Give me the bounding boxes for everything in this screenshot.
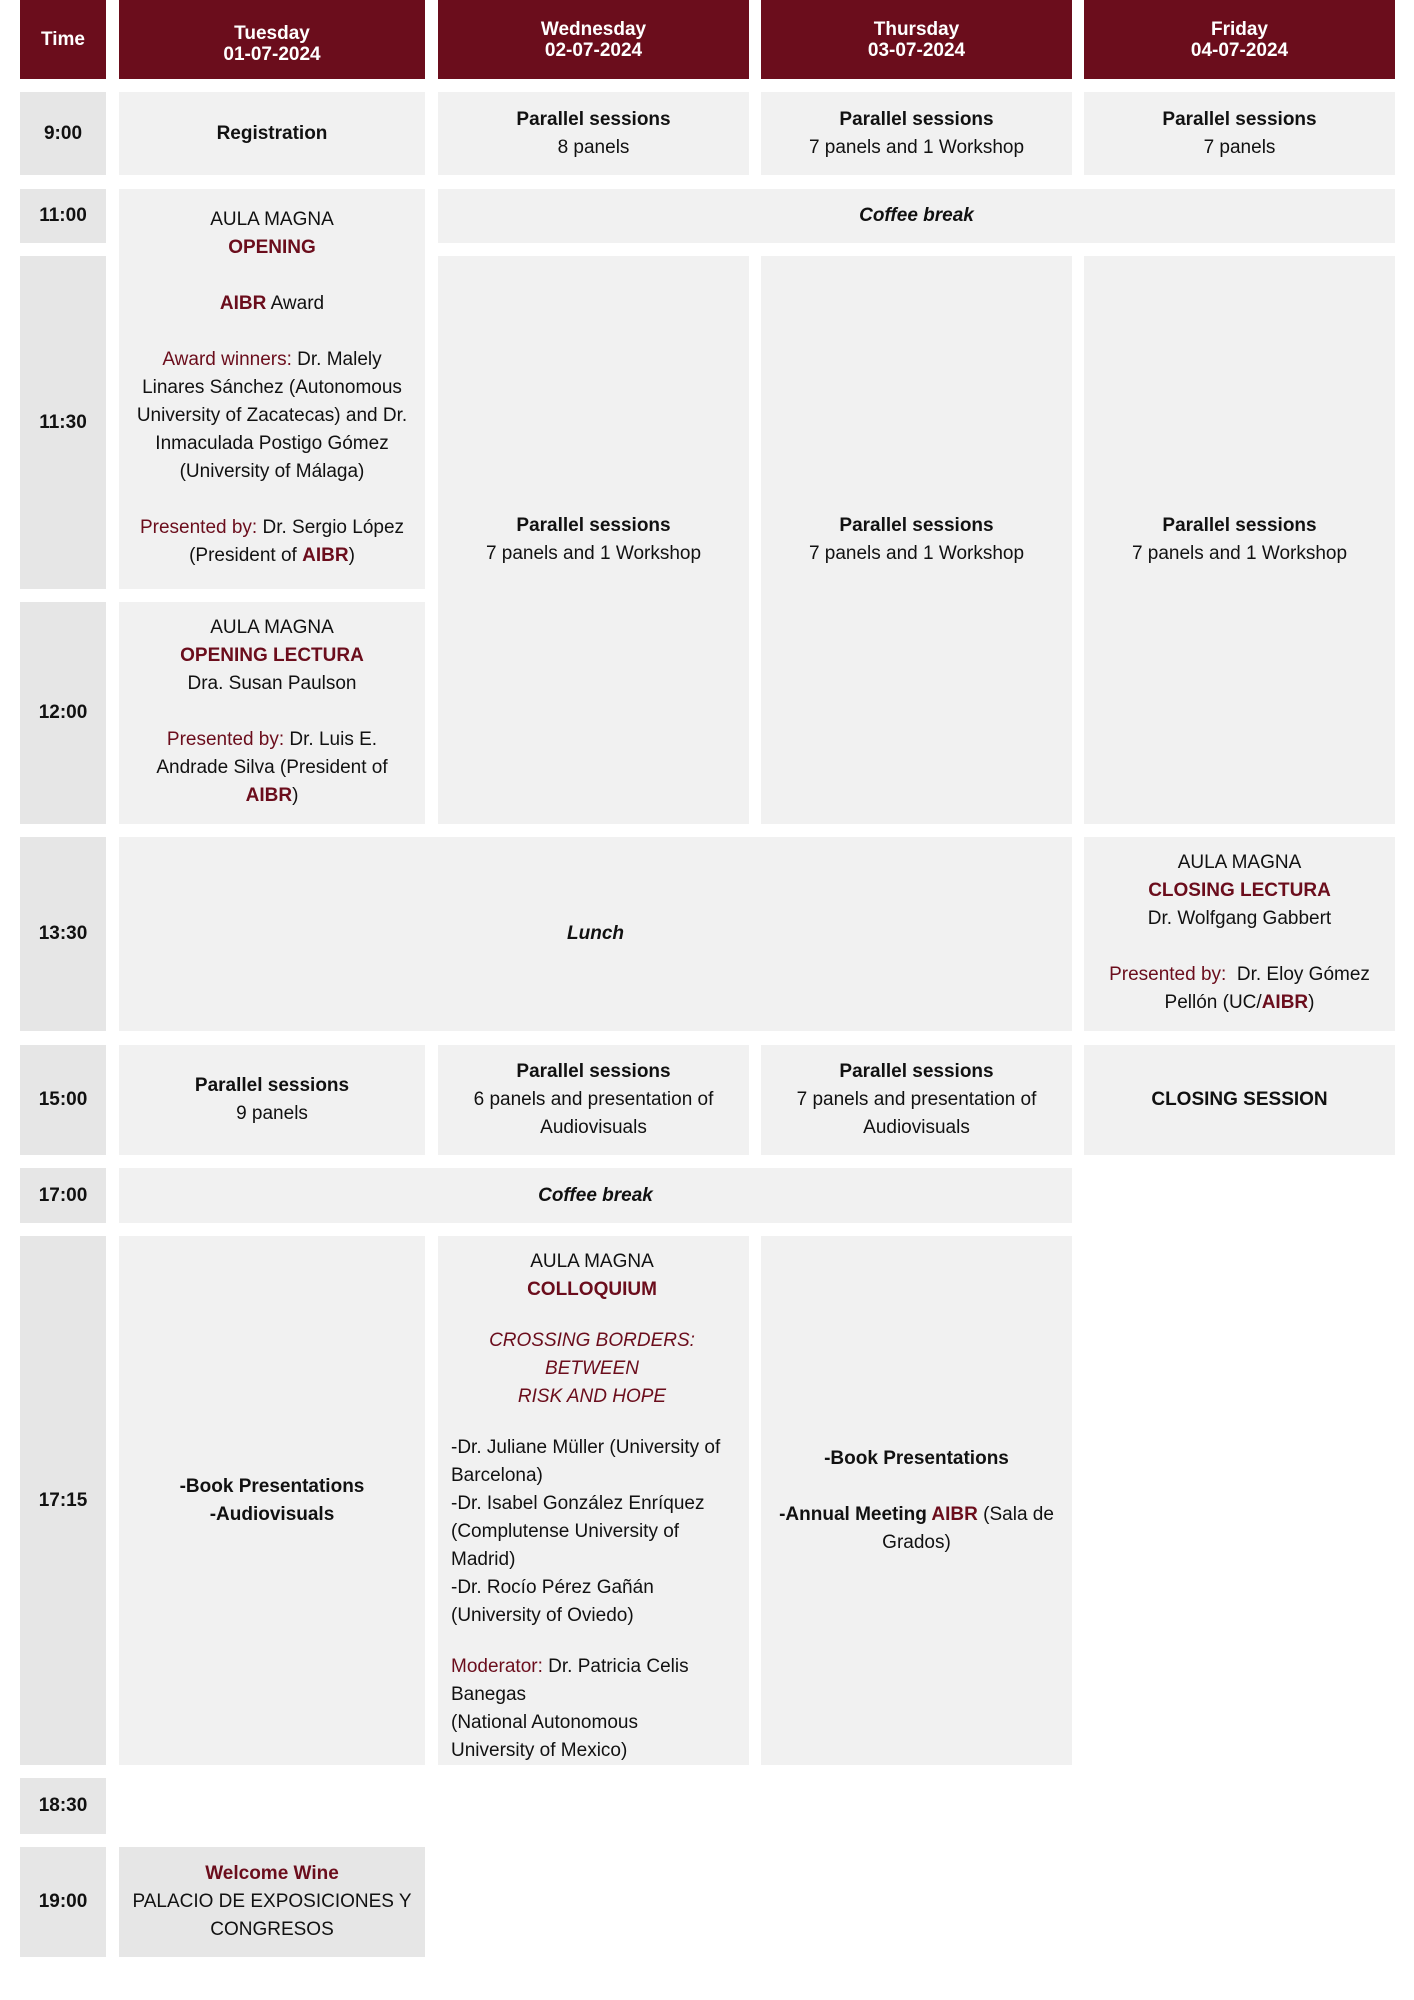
lunch-label: Lunch [567,923,624,944]
welcome-title: Welcome Wine [205,1863,339,1884]
moderator-line: Banegas [451,1684,527,1705]
day-name: Thursday [873,18,960,40]
time-slot-1200: 12:00 [20,602,106,824]
session-title: Parallel sessions [516,1061,671,1082]
header-time [20,0,106,79]
session-fri-1130 [1084,256,1395,824]
presented-org: AIBR [245,785,293,806]
session-subtitle: 6 panels and presentation of [473,1089,714,1110]
header-day-tuesday [119,0,425,79]
time-slot-1100: 11:00 [20,189,106,243]
welcome-wine [119,1847,425,1957]
winners-label: Award winners: [162,349,292,370]
session-subtitle: Audiovisuals [863,1117,970,1138]
winners-line: Inmaculada Postigo Gómez [155,433,389,454]
venue: AULA MAGNA [1177,852,1302,873]
session-thu-1715 [761,1236,1072,1765]
day-name: Friday [1210,18,1269,40]
panelist-line: Madrid) [451,1549,516,1570]
session-subtitle: Audiovisuals [540,1117,647,1138]
time-slot-1830: 18:30 [20,1778,106,1834]
session-subtitle: 7 panels and 1 Workshop [808,543,1025,564]
book-presentations: -Book Presentations [179,1475,365,1497]
winners-line: University of Zacatecas) and Dr. [136,405,408,426]
header-day-wednesday [438,0,749,79]
time-slot-1130: 11:30 [20,256,106,589]
session-thu-0900 [761,92,1072,175]
day-date: 02-07-2024 [544,39,643,61]
session-wed-0900 [438,92,749,175]
opening-lecture-title: OPENING LECTURA [180,645,364,666]
session-subtitle: 7 panels [1203,136,1276,158]
moderator-label: Moderator: [451,1656,543,1677]
presented-org: AIBR [302,545,349,566]
session-subtitle: 7 panels and 1 Workshop [485,543,702,564]
session-subtitle: 7 panels and 1 Workshop [808,136,1025,158]
annual-meeting-room: (Sala de [977,1503,1054,1525]
panelist-line: (Complutense University of [451,1521,680,1542]
session-subtitle: 7 panels and 1 Workshop [1131,543,1348,564]
session-subtitle: 7 panels and presentation of [796,1089,1037,1110]
session-subtitle: 8 panels [557,136,630,158]
presented-text: Dr. Sergio López [257,517,405,538]
header-day-thursday [761,0,1072,79]
annual-meeting-room: Grados) [882,1531,951,1553]
venue: AULA MAGNA [210,617,334,638]
winners-line: Dr. Malely [291,349,382,370]
welcome-venue: CONGRESOS [210,1919,334,1940]
panelist-line: -Dr. Isabel González Enríquez [451,1493,705,1514]
panelist-line: -Dr. Juliane Müller (University of [451,1437,721,1458]
session-wed-1500 [438,1045,749,1155]
day-name: Tuesday [234,22,310,44]
session-thu-1130 [761,256,1072,824]
time-slot-1330: 13:30 [20,837,106,1031]
opening-title: OPENING [228,237,316,258]
lunch-1330 [119,837,1072,1031]
time-slot-1700: 17:00 [20,1168,106,1223]
colloquium-title: COLLOQUIUM [527,1279,657,1300]
session-thu-1500 [761,1045,1072,1155]
session-title: Parallel sessions [1162,515,1317,536]
colloquium-theme: RISK AND HOPE [517,1386,667,1407]
winners-line: (University of Málaga) [179,461,365,482]
venue: AULA MAGNA [210,209,334,230]
closing-lecture-session: AULA MAGNA CLOSING LECTURA Dr. Wolfgang Gabbert Presented by: Dr. Eloy Gómez Pellón (UC/AIBR) [1084,837,1395,1031]
winners-line: Linares Sánchez (Autonomous [142,377,402,398]
coffee-break-label: Coffee break [538,1184,653,1206]
award-word: Award [266,293,325,314]
time-slot-0900: 9:00 [20,92,106,175]
session-title: Registration [216,122,328,144]
presented-label: Presented by: [166,729,285,750]
time-slot-1900: 19:00 [20,1847,106,1957]
day-date: 01-07-2024 [223,43,321,65]
venue: AULA MAGNA [530,1251,654,1272]
award-org: AIBR [219,293,267,314]
presented-label: Presented by: [1109,964,1227,985]
header-time-label: Time [40,29,85,50]
colloquium-session [438,1236,749,1765]
session-subtitle: 9 panels [236,1103,308,1124]
presented-label: Presented by: [139,517,258,538]
session-title: Parallel sessions [194,1075,350,1096]
closing-session-label: CLOSING SESSION [1151,1089,1328,1110]
panelist-line: Barcelona) [451,1465,543,1486]
time-slot-1500: 15:00 [20,1045,106,1155]
closing-lecture-title: CLOSING LECTURA [1148,880,1331,901]
session-title: Parallel sessions [839,1061,994,1082]
book-presentations: -Book Presentations [824,1447,1009,1469]
closing-session [1084,1045,1395,1155]
presented-org: AIBR [1261,992,1309,1013]
header-day-friday [1084,0,1395,79]
session-tue-1715 [119,1236,425,1765]
session-wed-1130 [438,256,749,824]
coffee-break-label: Coffee break [859,205,974,226]
session-title: Parallel sessions [839,108,994,130]
session-fri-0900 [1084,92,1395,175]
time-slot-1715: 17:15 [20,1236,106,1765]
coffee-break-1700 [119,1168,1072,1223]
moderator-text: Dr. Patricia Celis [542,1656,689,1677]
panelist-line: -Dr. Rocío Pérez Gañán [451,1577,654,1598]
coffee-break-1100 [438,189,1395,243]
annual-meeting: -Annual Meeting [779,1503,932,1525]
session-title: Parallel sessions [516,108,671,130]
audiovisuals: -Audiovisuals [209,1503,335,1525]
welcome-venue: PALACIO DE EXPOSICIONES Y [132,1891,412,1912]
presented-text: Dr. Luis E. [284,729,378,750]
annual-meeting-org: AIBR [931,1503,978,1525]
session-tue-0900 [119,92,425,175]
opening-lecture-session: AULA MAGNA OPENING LECTURA Dra. Susan Paulson Presented by: Dr. Luis E. Andrade Silva (President of AIBR) [119,602,425,824]
session-title: Parallel sessions [839,515,994,536]
opening-session: AULA MAGNA OPENING AIBR Award Award winners: Dr. Malely Linares Sánchez (Autonomous University of Zacatecas) and Dr. Inmaculada Postigo Gómez (University of Málaga) Presented by: Dr. Sergio López (President of AIBR) [119,189,425,589]
speaker: Dra. Susan Paulson [187,673,357,694]
day-date: 03-07-2024 [867,39,966,61]
moderator-line: (National Autonomous [451,1712,638,1733]
session-title: Parallel sessions [1162,108,1317,130]
day-name: Wednesday [540,18,647,40]
colloquium-theme: CROSSING BORDERS: BETWEEN [489,1330,701,1379]
presented-text: Dr. Eloy Gómez [1226,964,1370,985]
day-date: 04-07-2024 [1190,39,1289,61]
session-title: Parallel sessions [516,515,671,536]
panelist-line: (University of Oviedo) [451,1605,634,1626]
moderator-line: University of Mexico) [451,1740,628,1761]
speaker: Dr. Wolfgang Gabbert [1147,908,1332,929]
session-tue-1500 [119,1045,425,1155]
